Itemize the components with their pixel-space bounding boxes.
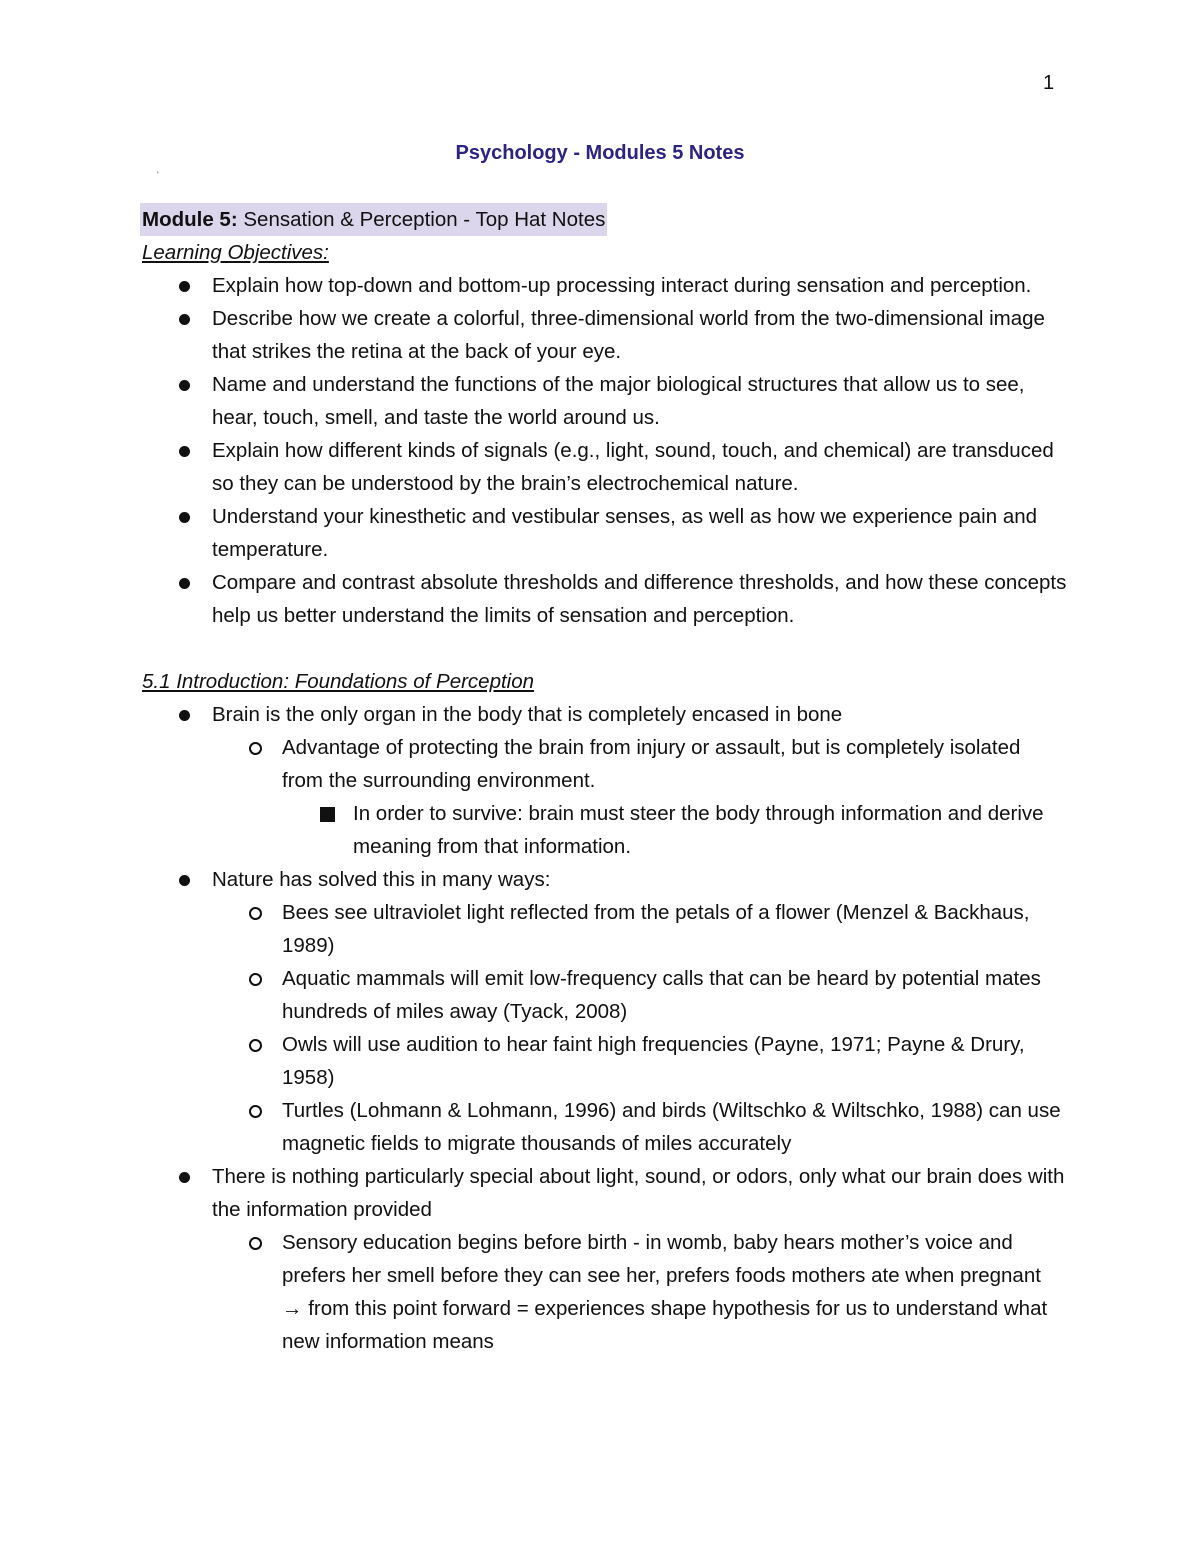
- bullet-square-icon: [320, 807, 335, 822]
- list-item: Understand your kinesthetic and vestibular senses, as well as how we experience pain and temperature.: [142, 500, 1067, 566]
- bullet-disc-icon: [179, 578, 190, 589]
- list-item: Bees see ultraviolet light reflected from the petals of a flower (Menzel & Backhaus, 1989): [142, 896, 1067, 962]
- bullet-disc-icon: [179, 875, 190, 886]
- bullet-circle-icon: [249, 742, 262, 755]
- bullet-circle-icon: [249, 1237, 262, 1250]
- learning-objectives-list: [142, 269, 1067, 632]
- list-item: Aquatic mammals will emit low-frequency calls that can be heard by potential mates hundreds of miles away (Tyack, 2008): [142, 962, 1067, 1028]
- list-item: Compare and contrast absolute thresholds and difference thresholds, and how these concepts help us better understand the limits of sensation and perception.: [142, 566, 1067, 632]
- learning-objectives-heading: Learning Objectives:: [142, 241, 329, 264]
- bullet-disc-icon: [179, 1172, 190, 1183]
- module-label: Module 5:: [142, 208, 238, 231]
- section-5-1-heading: 5.1 Introduction: Foundations of Perception: [142, 670, 535, 693]
- bullet-disc-icon: [179, 710, 190, 721]
- list-item: Sensory education begins before birth - in womb, baby hears mother’s voice and prefers her smell before they can see her, prefers foods mothers ate when pregnant → from this point forward = experiences shape hypothesis for us to understand what new information means: [142, 1226, 1067, 1358]
- document-title: Psychology - Modules 5 Notes: [455, 142, 745, 164]
- module-heading: [140, 203, 607, 236]
- list-item: Turtles (Lohmann & Lohmann, 1996) and birds (Wiltschko & Wiltschko, 1988) can use magnetic fields to migrate thousands of miles accurately: [142, 1094, 1067, 1160]
- module-heading-text: Sensation & Perception - Top Hat Notes: [237, 208, 606, 231]
- bullet-disc-icon: [179, 380, 190, 391]
- list-item: Advantage of protecting the brain from injury or assault, but is completely isolated from the surrounding environment.: [142, 731, 1067, 797]
- module-heading-line: [142, 203, 1067, 236]
- bullet-disc-icon: [179, 446, 190, 457]
- spacer: [142, 632, 1067, 665]
- bullet-circle-icon: [249, 907, 262, 920]
- list-item: Brain is the only organ in the body that is completely encased in bone: [142, 698, 1067, 731]
- list-item: Describe how we create a colorful, three-dimensional world from the two-dimensional image that strikes the retina at the back of your eye.: [142, 302, 1067, 368]
- section-5-1-list: [142, 698, 1067, 1358]
- bullet-circle-icon: [249, 1105, 262, 1118]
- list-item: There is nothing particularly special about light, sound, or odors, only what our brain does with the information provided: [142, 1160, 1067, 1226]
- bullet-disc-icon: [179, 281, 190, 292]
- list-item: In order to survive: brain must steer the body through information and derive meaning from that information.: [142, 797, 1067, 863]
- list-item: Owls will use audition to hear faint high frequencies (Payne, 1971; Payne & Drury, 1958): [142, 1028, 1067, 1094]
- bullet-disc-icon: [179, 314, 190, 325]
- bullet-disc-icon: [179, 512, 190, 523]
- stray-tick-mark: ': [157, 170, 159, 180]
- list-item: Explain how top-down and bottom-up processing interact during sensation and perception.: [142, 269, 1067, 302]
- list-item: Explain how different kinds of signals (e.g., light, sound, touch, and chemical) are transduced so they can be understood by the brain’s electrochemical nature.: [142, 434, 1067, 500]
- list-item: Name and understand the functions of the major biological structures that allow us to see, hear, touch, smell, and taste the world around us.: [142, 368, 1067, 434]
- list-item: Nature has solved this in many ways:: [142, 863, 1067, 896]
- page-number: 1: [1043, 72, 1055, 94]
- bullet-circle-icon: [249, 973, 262, 986]
- bullet-circle-icon: [249, 1039, 262, 1052]
- document-body: [142, 203, 1067, 1358]
